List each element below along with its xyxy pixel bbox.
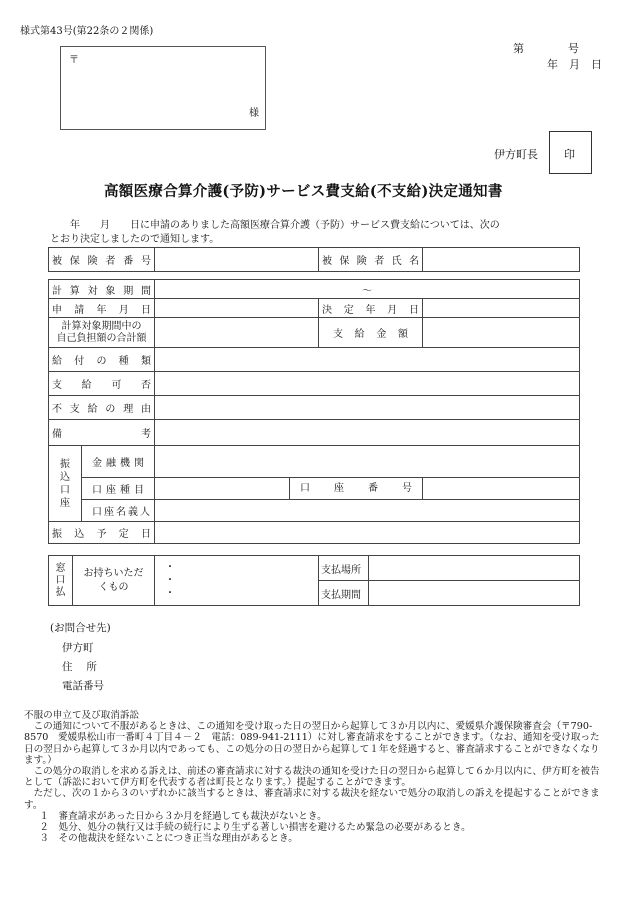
postal-mark: 〒 bbox=[69, 55, 79, 66]
notice-item-2: ２ 処分、処分の執行又は手続の続行により生ずる著しい損害を避けるため緊急の必要があるとき。 bbox=[39, 822, 471, 834]
notice-item-3: ３ その他裁決を経ないことにつき正当な理由があるとき。 bbox=[39, 833, 298, 845]
intro-line-1: 年 月 日に申請のありました高額医療合算介護（予防）サービス費支給については、次の bbox=[50, 220, 500, 231]
address-sama: 様 bbox=[249, 108, 259, 119]
notice-heading: 不服の申立て及び取消訴訟 bbox=[24, 710, 140, 721]
remarks-value[interactable] bbox=[155, 420, 580, 446]
calc-period-value[interactable] bbox=[155, 280, 580, 299]
counter-pay-table bbox=[48, 555, 580, 606]
details-table bbox=[48, 279, 580, 544]
document-number: 第 号 bbox=[513, 42, 579, 55]
remarks-label: 備考 bbox=[49, 420, 155, 446]
contact-town: 伊方町 bbox=[62, 642, 94, 654]
account-holder-label: 口座名義人 bbox=[82, 500, 155, 522]
notice-paragraph-2: この処分の取消しを求める訴えは、前述の審査請求に対する裁決の通知を受けた日の翌日から起算して６か月以内に、伊方町を被告として（訴訟において伊方町を代表する者は町長となります。）提起することができます。 bbox=[24, 766, 600, 789]
form-id: 様式第43号(第22条の２関係) bbox=[20, 26, 154, 37]
payment-amount-value[interactable] bbox=[423, 318, 580, 348]
insured-table bbox=[48, 247, 580, 272]
seal-box bbox=[549, 131, 592, 174]
payment-yesno-label: 支給可否 bbox=[49, 372, 155, 396]
address-box bbox=[60, 46, 266, 130]
document-date: 年 月 日 bbox=[547, 58, 602, 71]
appeal-notice bbox=[24, 710, 606, 844]
payment-yesno-value[interactable] bbox=[155, 372, 580, 396]
apply-date-value[interactable] bbox=[155, 299, 319, 318]
tilde: ～ bbox=[362, 285, 372, 297]
benefit-type-value[interactable] bbox=[155, 348, 580, 372]
bank-label: 金融機関 bbox=[82, 446, 155, 478]
self-pay-total-label bbox=[49, 318, 155, 348]
notice-paragraph-1: この通知について不服があるときは、この通知を受け取った日の翌日から起算して３か月以内に、愛媛県介護保険審査会（〒790-8570 愛媛県松山市一番町４丁目４－２ 電話：089-941-2111）に対し審査請求をすることができます。（なお、通知を受け取った日の翌日から起算して３か月以内であっても、この処分の日の翌日から起算して１年を経過すると、審査請求することができなくなります。） bbox=[24, 721, 600, 766]
contact-address: 住 所 bbox=[62, 661, 97, 673]
insured-name-label: 被保険者氏名 bbox=[319, 248, 423, 272]
seal-text: 印 bbox=[564, 148, 575, 161]
contact-phone: 電話番号 bbox=[62, 680, 104, 692]
notice-paragraph-3: ただし、次の１から３のいずれかに該当するときは、審査請求に対する裁決を経ないで処分の取消しの訴えを提起することができます。 bbox=[24, 788, 600, 811]
pay-period-value[interactable] bbox=[369, 581, 580, 606]
insured-number-value[interactable] bbox=[155, 248, 319, 272]
decision-date-label: 決定年月日 bbox=[319, 299, 423, 318]
bring-item-1: ・ bbox=[165, 562, 175, 573]
insured-number-label: 被保険者番号 bbox=[49, 248, 155, 272]
pay-place-label: 支払場所 bbox=[319, 556, 369, 581]
apply-date-label: 申請年月日 bbox=[49, 299, 155, 318]
bring-item-3: ・ bbox=[165, 588, 175, 599]
self-pay-total-line-1: 計算対象期間中の bbox=[61, 320, 142, 332]
account-number-value[interactable] bbox=[423, 478, 580, 500]
transfer-date-label: 振込予定日 bbox=[49, 522, 155, 544]
bank-value[interactable] bbox=[155, 446, 580, 478]
page-title: 高額医療合算介護(予防)サービス費支給(不支給)決定通知書 bbox=[104, 183, 503, 200]
counter-pay-label: 窓口払 bbox=[49, 556, 73, 606]
decision-date-value[interactable] bbox=[423, 299, 580, 318]
bring-items-label: お持ちいただくもの bbox=[73, 556, 155, 606]
nonpayment-reason-value[interactable] bbox=[155, 396, 580, 420]
contact-heading: (お問合せ先) bbox=[50, 622, 111, 634]
account-type-value[interactable] bbox=[155, 478, 423, 500]
transfer-label: 振込口座 bbox=[49, 446, 82, 522]
issuer-name: 伊方町長 bbox=[494, 148, 538, 161]
payment-amount-label: 支給金額 bbox=[319, 318, 423, 348]
insured-name-value[interactable] bbox=[423, 248, 580, 272]
bring-items-list[interactable] bbox=[155, 556, 319, 606]
pay-period-label: 支払期間 bbox=[319, 581, 369, 606]
benefit-type-label: 給付の種類 bbox=[49, 348, 155, 372]
transfer-date-value[interactable] bbox=[155, 522, 580, 544]
self-pay-total-line-2: 自己負担額の合計額 bbox=[56, 332, 147, 344]
account-holder-value[interactable] bbox=[155, 500, 580, 522]
account-number-label: 口座番号 bbox=[300, 483, 412, 494]
bring-item-2: ・ bbox=[165, 575, 175, 586]
self-pay-total-value[interactable] bbox=[155, 318, 319, 348]
calc-period-label: 計算対象期間 bbox=[49, 280, 155, 299]
intro-line-2: とおり決定しましたので通知します。 bbox=[50, 234, 220, 245]
notice-item-1: １ 審査請求があった日から３か月を経過しても裁決がないとき。 bbox=[39, 810, 327, 822]
account-type-label: 口座種目 bbox=[82, 478, 155, 500]
pay-place-value[interactable] bbox=[369, 556, 580, 581]
nonpayment-reason-label: 不支給の理由 bbox=[49, 396, 155, 420]
